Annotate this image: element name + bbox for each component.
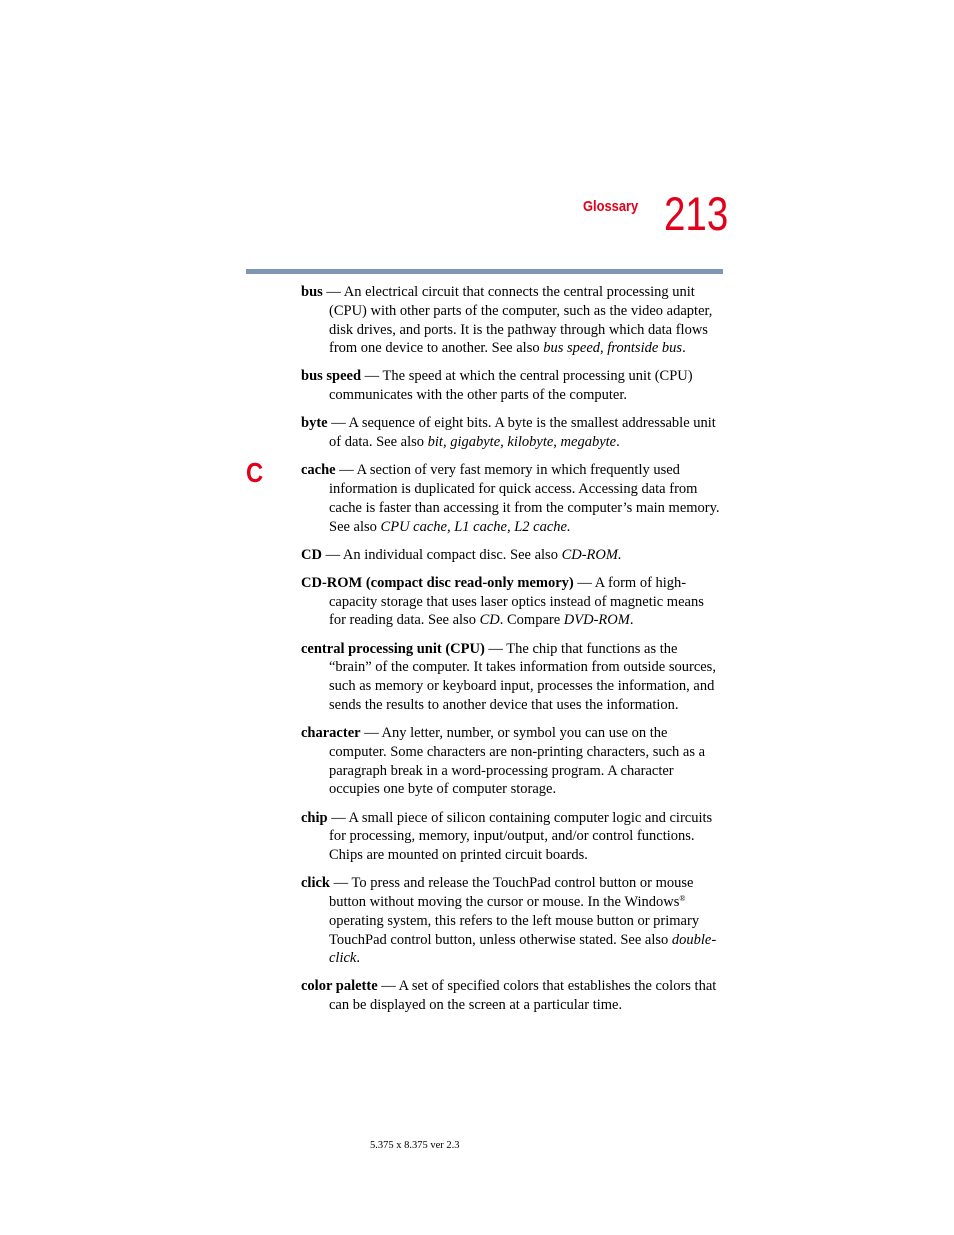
entry-reference: megabyte: [560, 434, 617, 451]
glossary-entry-character: [301, 724, 723, 799]
entry-definition: An individual compact disc. See also: [342, 546, 562, 563]
glossary-entry-cache: [301, 461, 723, 536]
entry-dash: —: [573, 574, 595, 591]
entry-connector: . Compare: [499, 612, 564, 629]
glossary-entry-cd: [301, 546, 723, 565]
glossary-entries: [301, 283, 723, 1024]
entry-reference: CD: [479, 612, 500, 629]
entry-end: .: [356, 950, 360, 967]
entry-definition: An electrical circuit that connects the central processing unit (CPU) with other parts of the computer, such as the video adapter, disk drives, and ports. It is the pathway through which data flows from one device to another. See also: [329, 284, 713, 357]
entry-end: .: [682, 340, 686, 357]
entry-dash: —: [327, 809, 349, 826]
entry-definition: A form of high-capacity storage that uses laser optics instead of magnetic means for reading data. See also: [329, 574, 704, 629]
entry-separator: ,: [600, 340, 608, 357]
glossary-entry-color-palette: [301, 977, 723, 1015]
entry-definition: The chip that functions as the “brain” of the computer. It takes information from outside sources, such as memory or keyboard input, processes the information, and sends the results to another device that uses the information.: [329, 640, 716, 713]
entry-definition: A small piece of silicon containing computer logic and circuits for processing, memory, input/output, and/or control functions. Chips are mounted on printed circuit boards.: [329, 809, 713, 864]
entry-definition: The speed at which the central processing unit (CPU) communicates with the other parts of the computer.: [329, 368, 693, 404]
entry-term: click: [301, 875, 330, 892]
entry-dash: —: [360, 725, 382, 742]
entry-definition-continued: operating system, this refers to the left mouse button or primary TouchPad control button, unless otherwise stated. See also: [329, 912, 700, 948]
header-rule: [246, 269, 723, 274]
registered-mark: ®: [679, 893, 686, 903]
entry-term: cache: [301, 462, 336, 479]
entry-dash: —: [335, 462, 357, 479]
entry-term: byte: [301, 415, 328, 432]
entry-term: bus: [301, 284, 323, 300]
entry-dash: —: [377, 978, 399, 995]
entry-term: color palette: [301, 978, 378, 995]
entry-reference: bus speed: [543, 340, 601, 357]
glossary-entry-bus: [301, 283, 723, 358]
entry-reference: CD-ROM.: [561, 546, 622, 563]
entry-definition: To press and release the TouchPad control button or mouse button without moving the cursor or mouse. In the Windows: [329, 875, 694, 910]
entry-definition: Any letter, number, or symbol you can use on the computer. Some characters are non-printing characters, such as a paragraph break in a word-processing program. A character occupies one byte of computer storage.: [329, 725, 706, 798]
entry-term: central processing unit (CPU): [301, 640, 485, 657]
glossary-entry-byte: [301, 414, 723, 452]
entry-term: character: [301, 725, 361, 742]
glossary-entry-bus-speed: [301, 367, 723, 405]
entry-dash: —: [327, 415, 349, 432]
entry-dash: —: [361, 368, 383, 385]
entry-reference: double-click: [329, 931, 717, 967]
entry-dash: —: [321, 546, 343, 563]
entry-dash: —: [484, 640, 507, 657]
footer-note: 5.375 x 8.375 ver 2.3: [370, 1140, 460, 1151]
glossary-entry-cpu: [301, 640, 723, 715]
page-number: 213: [664, 187, 729, 240]
entry-reference: DVD-ROM: [563, 612, 630, 629]
entry-term: chip: [301, 809, 328, 826]
glossary-entry-click: [301, 874, 723, 968]
entry-reference: CPU cache, L1 cache, L2 cache.: [380, 518, 571, 535]
entry-definition: A set of specified colors that establishes the colors that can be displayed on the screen at a particular time.: [329, 978, 717, 1014]
entry-end: .: [616, 434, 620, 451]
entry-reference: frontside bus: [607, 340, 683, 357]
section-title: Glossary: [583, 198, 639, 215]
entry-term: bus speed: [301, 368, 362, 385]
entry-definition: A section of very fast memory in which frequently used information is duplicated for quick access. Accessing data from cache is faster than accessing it from the computer’s main memory. See also: [329, 462, 720, 535]
entry-separator: ,: [553, 434, 561, 451]
entry-dash: —: [330, 875, 352, 892]
entry-term: CD: [301, 546, 322, 563]
entry-reference: bit, gigabyte, kilobyte: [427, 434, 554, 451]
entry-term: CD-ROM (compact disc read-only memory): [301, 574, 574, 591]
section-letter: C: [246, 457, 264, 488]
entry-definition: A sequence of eight bits. A byte is the smallest addressable unit of data. See also: [329, 415, 716, 451]
glossary-entry-cd-rom: [301, 574, 723, 630]
entry-dash: —: [322, 284, 344, 300]
entry-end: .: [629, 612, 634, 629]
glossary-entry-chip: [301, 809, 723, 865]
